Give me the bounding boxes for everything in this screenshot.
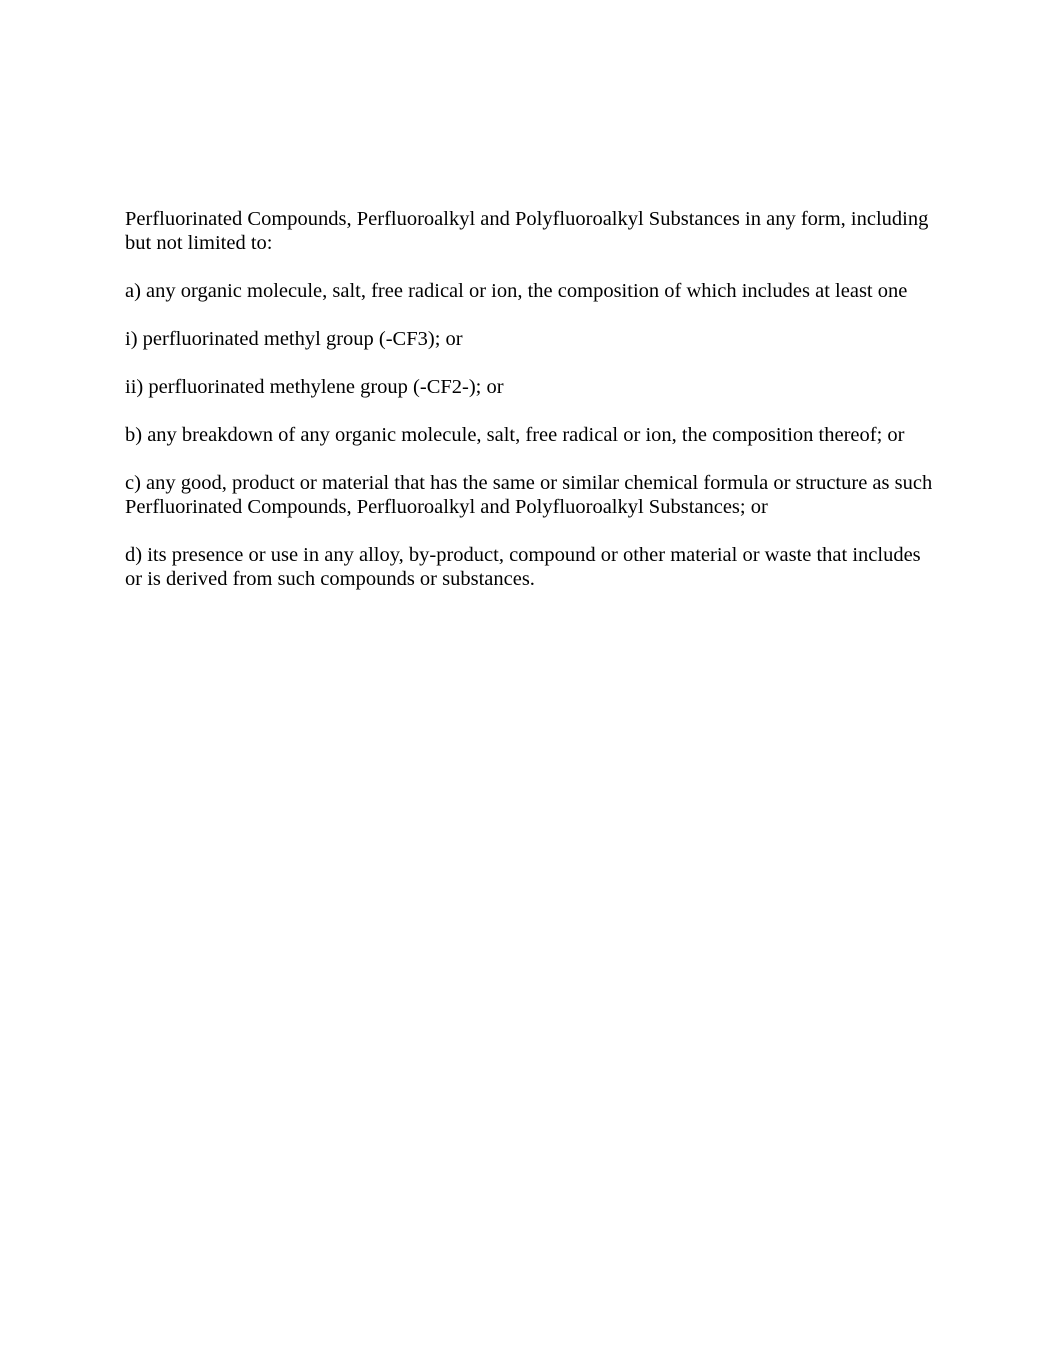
clause-c-paragraph: c) any good, product or material that has the same or similar chemical formula or structure as such Perfluorinated Compounds, Perfluoroalkyl and Polyfluoroalkyl Substances; or [125, 472, 933, 518]
clause-b-paragraph: b) any breakdown of any organic molecule, salt, free radical or ion, the composition thereof; or [125, 424, 905, 446]
clause-a-ii-paragraph: ii) perfluorinated methylene group (-CF2-); or [125, 376, 504, 398]
clause-d-paragraph: d) its presence or use in any alloy, by-product, compound or other material or waste that includes or is derived from such compounds or substances. [125, 544, 921, 590]
clause-a-i-paragraph: i) perfluorinated methyl group (-CF3); or [125, 328, 463, 350]
clause-a-paragraph: a) any organic molecule, salt, free radical or ion, the composition of which includes at least one [125, 280, 908, 302]
intro-paragraph: Perfluorinated Compounds, Perfluoroalkyl and Polyfluoroalkyl Substances in any form, including but not limited to: [125, 208, 929, 254]
document-body [125, 207, 940, 615]
